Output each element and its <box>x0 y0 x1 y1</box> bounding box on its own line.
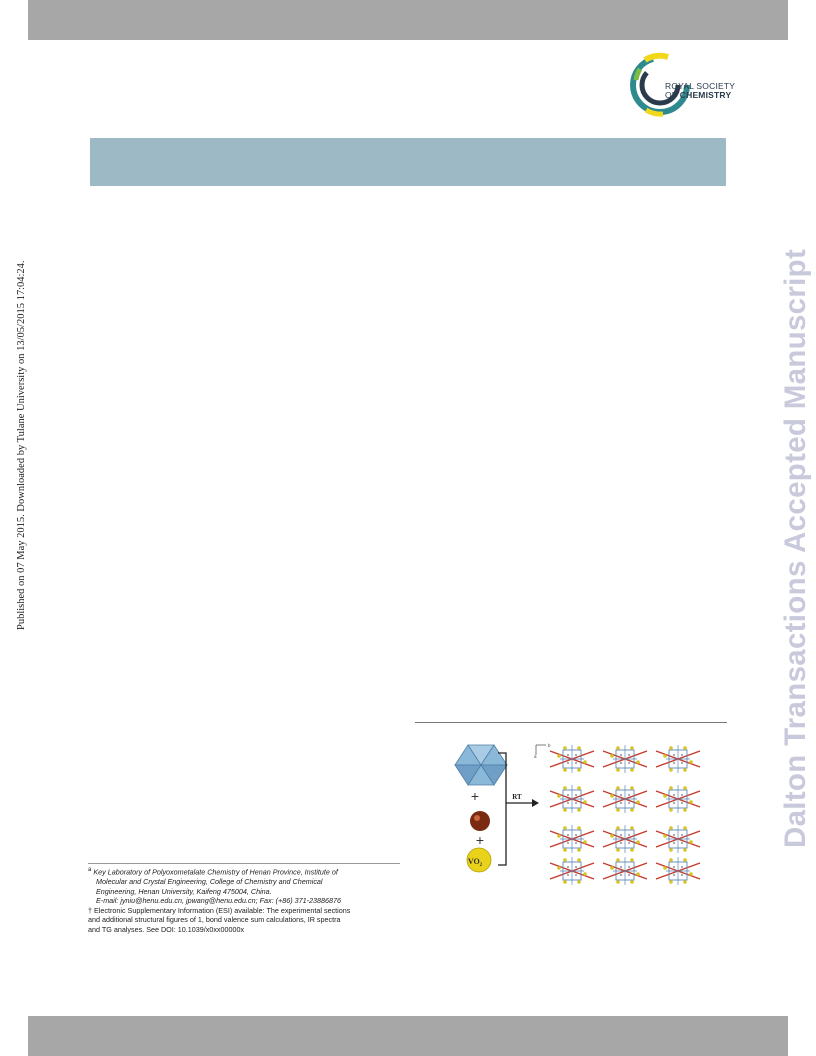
framework-unit <box>550 825 594 853</box>
logo-green-arc <box>636 69 640 80</box>
affiliation-line-text: Engineering, Henan University, Kaifeng 475004, China. <box>96 886 272 896</box>
vanadyl-label-main: VO <box>467 857 480 866</box>
affiliation-line <box>88 866 408 877</box>
framework-unit <box>603 785 647 813</box>
reaction-arrow-head <box>532 799 539 807</box>
reaction-arrow-label: RT <box>512 793 522 801</box>
framework-unit <box>550 857 594 885</box>
affiliation-marker: a <box>88 867 92 873</box>
affiliation-line <box>96 896 408 906</box>
plus-sign-2: + <box>475 832 485 848</box>
journal-watermark: Dalton Transactions Accepted Manuscript <box>779 248 812 848</box>
framework-unit <box>603 857 647 885</box>
rsc-logo-line2-strong: CHEMISTRY <box>679 90 732 100</box>
polyoxometalate-cluster <box>455 745 507 785</box>
vanadyl-label-sub: 2 <box>479 863 483 868</box>
framework-unit <box>656 825 700 853</box>
affiliation-line-text: Key Laboratory of Polyoxometalate Chemistry of Henan Province, Institute of <box>93 867 338 877</box>
graphical-abstract <box>440 735 720 885</box>
esi-line: and TG analyses. See DOI: 10.1039/x0xx00000x <box>88 924 245 934</box>
esi-line: † Electronic Supplementary Information (ESI) available: The experimental sections <box>88 905 351 915</box>
affiliation-footnote <box>88 866 408 906</box>
page-header-bar <box>28 0 788 40</box>
axis-label-a: a <box>534 754 537 759</box>
framework-unit <box>550 745 594 773</box>
affiliation-line <box>96 887 408 897</box>
article-footnotes <box>88 866 408 935</box>
esi-footnote <box>88 906 408 935</box>
affiliation-line-text: Molecular and Crystal Engineering, College of Chemistry and Chemical <box>96 876 323 886</box>
affiliation-line-text: E-mail: jyniu@henu.edu.cn, jpwang@henu.edu.cn; Fax: (+86) 371-23886876 <box>96 896 341 906</box>
footnote-rule <box>88 863 400 864</box>
framework-unit <box>656 785 700 813</box>
affiliation-line <box>96 877 408 887</box>
framework-unit <box>656 745 700 773</box>
framework-axes <box>534 743 551 759</box>
graphical-abstract-figure <box>440 735 720 885</box>
esi-line: and additional structural figures of 1, bond valence sum calculations, IR spectra <box>88 915 341 925</box>
framework-unit <box>656 857 700 885</box>
logo-yellow-arc <box>645 56 668 60</box>
article-title-band <box>90 138 726 186</box>
plus-sign-1: + <box>470 788 480 804</box>
framework-structure <box>550 745 700 885</box>
framework-unit <box>603 825 647 853</box>
rsc-logo-line2 <box>665 91 735 100</box>
vanadyl-sphere <box>467 848 491 872</box>
rsc-logo-line2-prefix: OF <box>665 90 680 100</box>
rsc-logo-line1: ROYAL SOCIETY <box>665 81 736 91</box>
metal-ion-sphere <box>470 811 490 831</box>
published-download-note: Published on 07 May 2015. Downloaded by Tulane University on 13/05/2015 17:04:24. <box>16 260 27 630</box>
rsc-logo-text <box>665 82 735 100</box>
framework-unit <box>550 785 594 813</box>
graphical-abstract-rule <box>415 722 727 723</box>
page-footer-bar <box>28 1016 788 1056</box>
framework-unit <box>603 745 647 773</box>
axis-label-b: b <box>548 743 551 748</box>
